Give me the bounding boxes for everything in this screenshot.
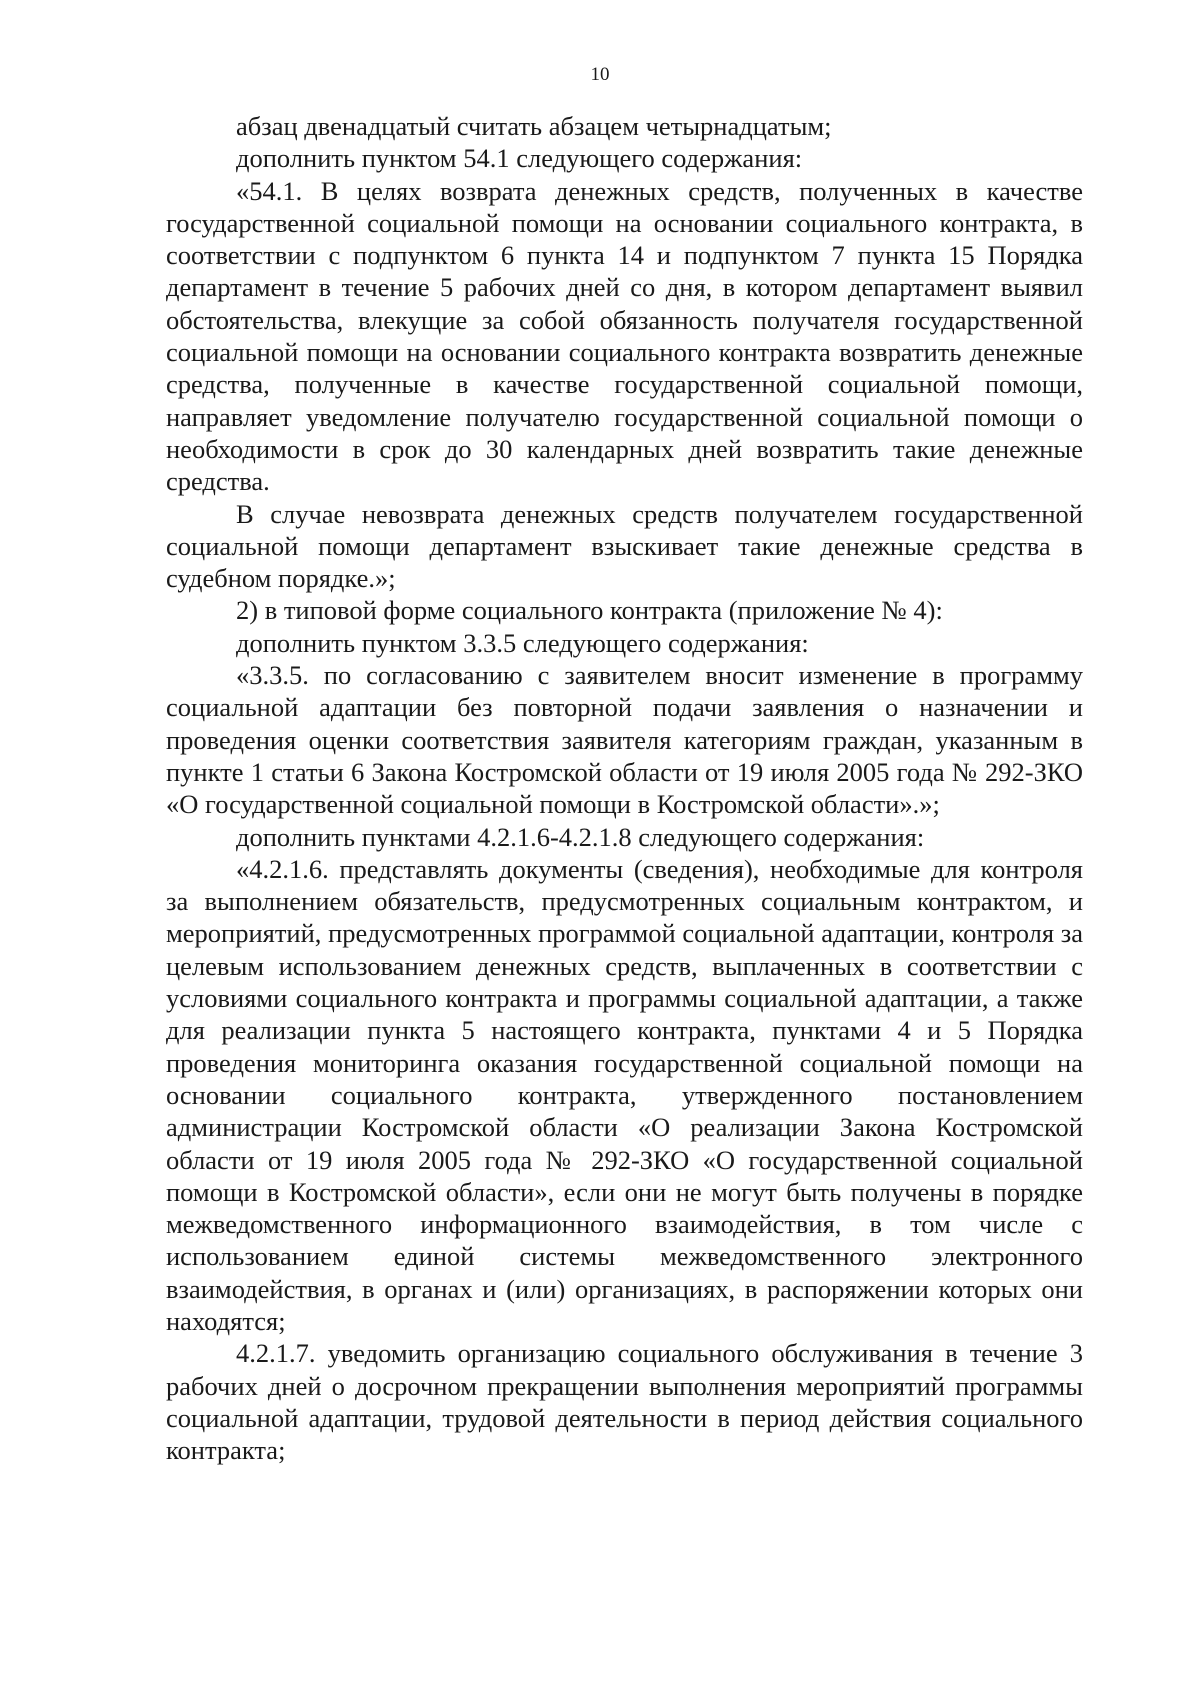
paragraph: «4.2.1.6. представлять документы (сведения), необходимые для контроля за выполнением обязательств, предусмотренных социальным контрактом, и мероприятий, предусмотренных программой социальной адаптации, контроля за целевым использованием денежных средств, выплаченных в соответствии с условиями социального контракта и программы социальной адаптации, а также для реализации пункта 5 настоящего контракта, пунктами 4 и 5 Порядка проведения мониторинга оказания государственной социальной помощи на основании социального контракта, утвержденного постановлением администрации Костромской области «О реализации Закона Костромской области от 19 июля 2005 года № 292-ЗКО «О государственной социальной помощи в Костромской области», если они не могут быть получены в порядке межведомственного информационного взаимодействия, в том числе с использованием единой системы межведомственного электронного взаимодействия, в органах и (или) организациях, в распоряжении которых они находятся; — [166, 853, 1083, 1336]
paragraph: дополнить пунктом 54.1 следующего содержания: — [236, 143, 803, 174]
paragraph: 2) в типовой форме социального контракта (приложение № 4): — [236, 595, 943, 626]
page-number: 10 — [590, 64, 610, 85]
document-body — [166, 110, 1083, 1466]
paragraph: абзац двенадцатый считать абзацем четырнадцатым; — [236, 111, 832, 141]
paragraph: 4.2.1.7. уведомить организацию социального обслуживания в течение 3 рабочих дней о досрочном прекращении выполнения мероприятий программы социальной адаптации, трудовой деятельности в период действия социального контракта; — [166, 1338, 1083, 1466]
paragraph: В случае невозврата денежных средств получателем государственной социальной помощи департамент взыскивает такие денежные средства в судебном порядке.»; — [166, 498, 1083, 594]
paragraph: «54.1. В целях возврата денежных средств, полученных в качестве государственной социальной помощи на основании социального контракта, в соответствии с подпунктом 6 пункта 14 и подпунктом 7 пункта 15 Порядка департамент в течение 5 рабочих дней со дня, в котором департамент выявил обстоятельства, влекущие за собой обязанность получателя государственной социальной помощи на основании социального контракта возвратить денежные средства, полученные в качестве государственной социальной помощи, направляет уведомление получателю государственной социальной помощи о необходимости в срок до 30 календарных дней возвратить такие денежные средства. — [166, 175, 1083, 497]
paragraph: дополнить пунктами 4.2.1.6-4.2.1.8 следующего содержания: — [236, 821, 925, 852]
paragraph: дополнить пунктом 3.3.5 следующего содержания: — [236, 627, 809, 658]
paragraph: «3.3.5. по согласованию с заявителем вносит изменение в программу социальной адаптации без повторной подачи заявления о назначении и проведения оценки соответствия заявителя категориям граждан, указанным в пункте 1 статьи 6 Закона Костромской области от 19 июля 2005 года № 292-ЗКО «О государственной социальной помощи в Костромской области».»; — [166, 660, 1083, 820]
